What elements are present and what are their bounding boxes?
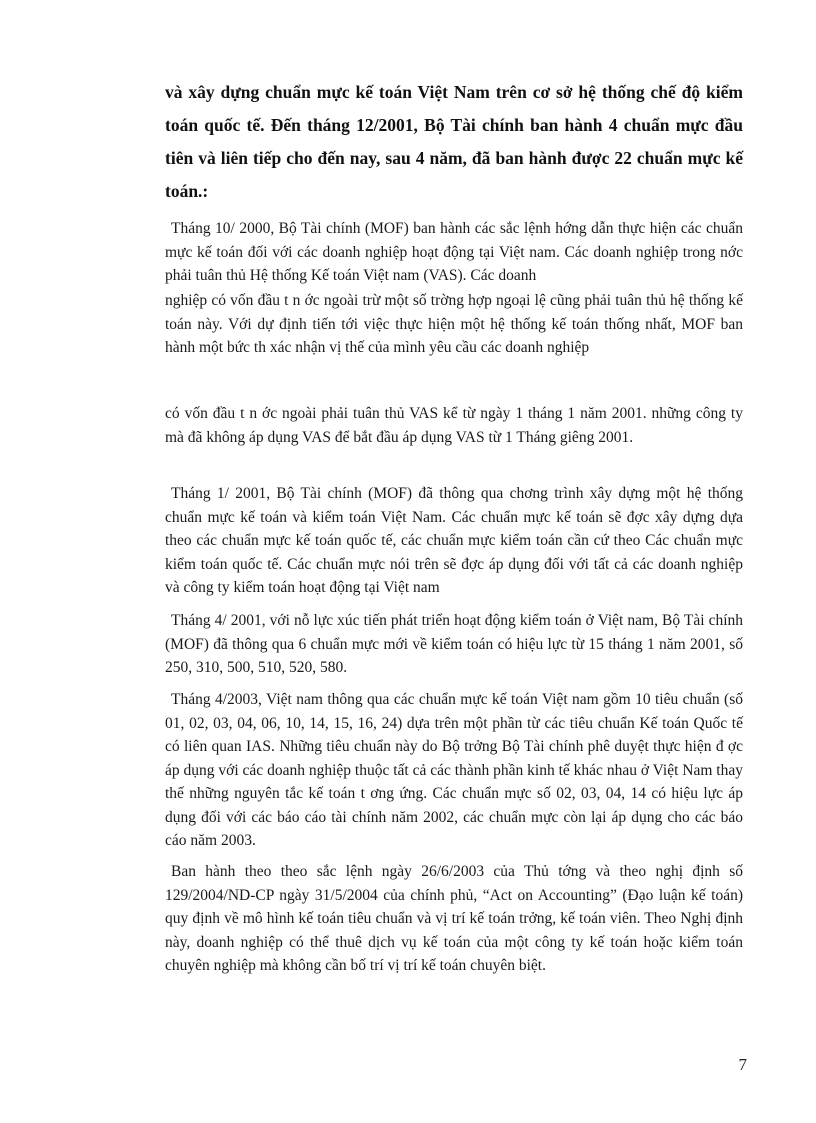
- paragraph-foreign-investment: nghiệp có vốn đầu t n ớc ngoài trừ một số trờng hợp ngoại lệ cũng phải tuân thủ hệ thống kế toán này. Với dự định tiến tới việc thực hiện một hệ thống kế toán thống nhất, MOF ban hành một bức th xác nhận vị thế của mình yêu cầu các doanh nghiệp: [165, 292, 743, 356]
- paragraph-jan-2001: Tháng 1/ 2001, Bộ Tài chính (MOF) đã thông qua chơng trình xây dựng một hệ thống chuẩn mực kế toán và kiểm toán Việt Nam. Các chuẩn mực kế toán sẽ đợc xây dựng dựa theo các chuẩn mực kế toán quốc tế, các chuẩn mực kiểm toán cần cứ theo Các chuẩn mực kiểm toán quốc tế. Các chuẩn mực nói trên sẽ đợc áp dụng đối với tất cả các doanh nghiệp và công ty kiểm toán hoạt động tại Việt nam: [165, 485, 743, 596]
- paragraph-apr-2001: Tháng 4/ 2001, với nỗ lực xúc tiến phát triển hoạt động kiểm toán ở Việt nam, Bộ Tài chính (MOF) đã thông qua 6 chuẩn mực mới về kiểm toán có hiệu lực từ 15 tháng 1 năm 2001, số 250, 310, 500, 510, 520, 580.: [165, 612, 743, 676]
- paragraph-accounting-law: Ban hành theo theo sắc lệnh ngày 26/6/2003 của Thủ tớng và theo nghị định số 129/2004/ND-CP ngày 31/5/2004 của chính phủ, “Act on Accounting” (Đạo luận kế toán) quy định về mô hình kế toán tiêu chuẩn và vị trí kế toán trởng, kế toán viên. Theo Nghị định này, doanh nghiệp có thể thuê dịch vụ kế toán của một công ty kế toán hoặc kiểm toán chuyên nghiệp mà không cần bố trí vị trí kế toán chuyên biệt.: [165, 863, 743, 974]
- paragraph-vas-compliance: có vốn đầu t n ớc ngoài phải tuân thủ VAS kể từ ngày 1 tháng 1 năm 2001. những công ty mà đã không áp dụng VAS để bắt đầu áp dụng VAS từ 1 Tháng giêng 2001.: [165, 405, 743, 446]
- page-number: 7: [738, 1055, 747, 1074]
- paragraph-oct-2000: Tháng 10/ 2000, Bộ Tài chính (MOF) ban hành các sắc lệnh hớng dẫn thực hiện các chuẩn mực kế toán đối với các doanh nghiệp hoạt động tại Việt nam. Các doanh nghiệp trong nớc phải tuân thủ Hệ thống Kế toán Việt nam (VAS). Các doanh: [165, 220, 743, 284]
- intro-paragraph: và xây dựng chuẩn mực kế toán Việt Nam trên cơ sở hệ thống chế độ kiểm toán quốc tế. Đến tháng 12/2001, Bộ Tài chính ban hành 4 chuẩn mực đầu tiên và liên tiếp cho đến nay, sau 4 năm, đã ban hành được 22 chuẩn mực kế toán.:: [165, 82, 743, 201]
- paragraph-apr-2003: Tháng 4/2003, Việt nam thông qua các chuẩn mực kế toán Việt nam gồm 10 tiêu chuẩn (số 01, 02, 03, 04, 06, 10, 14, 15, 16, 24) dựa trên một phần từ các tiêu chuẩn Kế toán Quốc tế có liên quan IAS. Những tiêu chuẩn này do Bộ trởng Bộ Tài chính phê duyệt thực hiện đ ợc áp dụng với các doanh nghiệp thuộc tất cả các thành phần kinh tế khác nhau ở Việt Nam thay thế những nguyên tắc kế toán t ơng ứng. Các chuẩn mực số 02, 03, 04, 14 có hiệu lực áp dụng đối với các báo cáo tài chính năm 2002, các chuẩn mực còn lại áp dụng cho các báo cáo năm 2003.: [165, 691, 743, 849]
